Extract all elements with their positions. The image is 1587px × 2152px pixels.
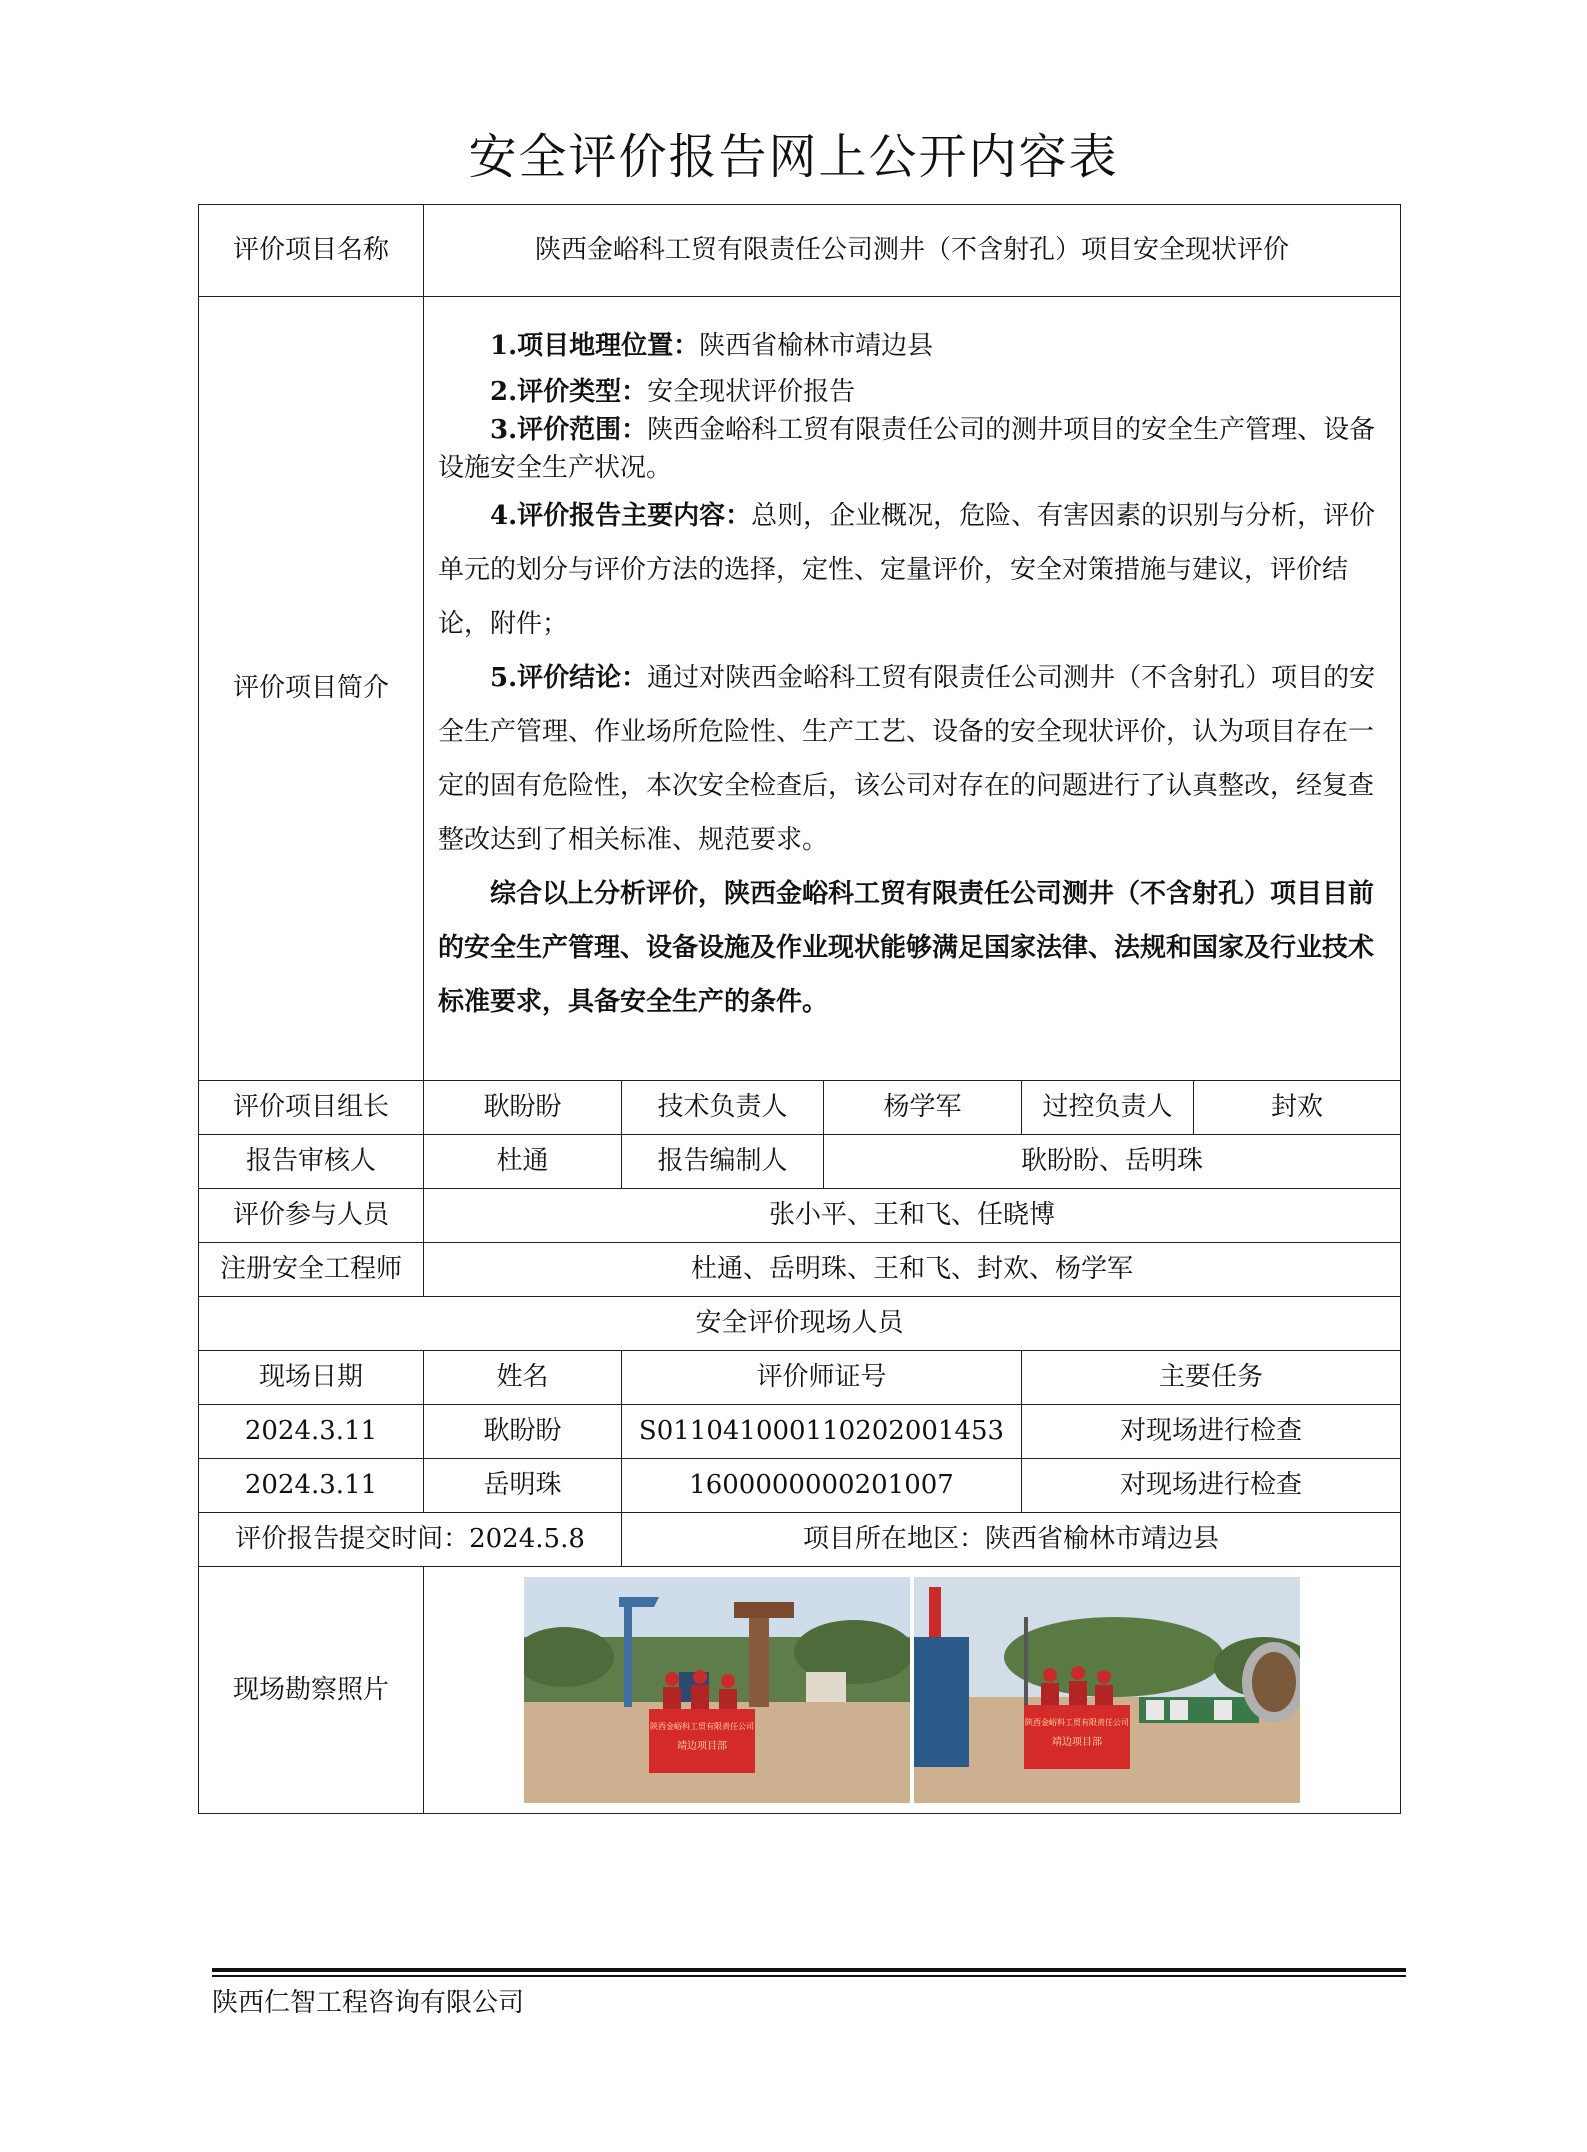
editor-label: 报告编制人 bbox=[622, 1135, 824, 1189]
project-region: 项目所在地区：陕西省榆林市靖边县 bbox=[622, 1513, 1401, 1567]
onsite-header-task: 主要任务 bbox=[1022, 1351, 1401, 1405]
intro-scope: 3.评价范围：陕西金峪科工贸有限责任公司的测井项目的安全生产管理、设备设施安全生产状况。 bbox=[438, 415, 1376, 483]
participants-value: 张小平、王和飞、任晓博 bbox=[424, 1189, 1401, 1243]
disclosure-table bbox=[198, 204, 1401, 1814]
participants-label: 评价参与人员 bbox=[199, 1189, 424, 1243]
intro-type: 2.评价类型：安全现状评价报告 bbox=[490, 377, 856, 407]
onsite-header-date: 现场日期 bbox=[199, 1351, 424, 1405]
onsite-name: 耿盼盼 bbox=[424, 1405, 622, 1459]
footer-company: 陕西仁智工程咨询有限公司 bbox=[212, 1988, 525, 2018]
onsite-cert: S011041000110202001453 bbox=[622, 1405, 1022, 1459]
onsite-date: 2024.3.11 bbox=[199, 1405, 424, 1459]
intro-label: 评价项目简介 bbox=[199, 297, 424, 1081]
control-label: 过控负责人 bbox=[1022, 1081, 1194, 1135]
intro-content-main: 4.评价报告主要内容：总则，企业概况，危险、有害因素的识别与分析，评价单元的划分与评价方法的选择，定性、定量评价，安全对策措施与建议，评价结论，附件； bbox=[438, 501, 1376, 639]
onsite-name: 岳明珠 bbox=[424, 1459, 622, 1513]
table-row bbox=[199, 1405, 1401, 1459]
page-title: 安全评价报告网上公开内容表 bbox=[468, 129, 1119, 185]
table-row bbox=[199, 1459, 1401, 1513]
banner1-line2: 靖边项目部 bbox=[677, 1741, 727, 1752]
leader-label: 评价项目组长 bbox=[199, 1081, 424, 1135]
leader-value: 耿盼盼 bbox=[424, 1081, 622, 1135]
intro-content bbox=[424, 297, 1401, 1081]
reviewer-label: 报告审核人 bbox=[199, 1135, 424, 1189]
project-name-label: 评价项目名称 bbox=[199, 205, 424, 297]
engineers-label: 注册安全工程师 bbox=[199, 1243, 424, 1297]
onsite-cert: 1600000000201007 bbox=[622, 1459, 1022, 1513]
onsite-task: 对现场进行检查 bbox=[1022, 1405, 1401, 1459]
onsite-header-cert: 评价师证号 bbox=[622, 1351, 1022, 1405]
tech-label: 技术负责人 bbox=[622, 1081, 824, 1135]
footer-rule-thin bbox=[212, 1975, 1406, 1977]
engineers-value: 杜通、岳明珠、王和飞、封欢、杨学军 bbox=[424, 1243, 1401, 1297]
site-photo-1 bbox=[524, 1577, 910, 1803]
photos-cell bbox=[424, 1567, 1401, 1814]
onsite-title: 安全评价现场人员 bbox=[199, 1297, 1401, 1351]
tech-value: 杨学军 bbox=[824, 1081, 1022, 1135]
site-photo-2 bbox=[914, 1577, 1300, 1803]
reviewer-value: 杜通 bbox=[424, 1135, 622, 1189]
banner2-line1: 陕西金峪科工贸有限责任公司 bbox=[1025, 1718, 1129, 1727]
project-name-value: 陕西金峪科工贸有限责任公司测井（不含射孔）项目安全现状评价 bbox=[424, 205, 1401, 297]
onsite-header-name: 姓名 bbox=[424, 1351, 622, 1405]
intro-summary: 综合以上分析评价，陕西金峪科工贸有限责任公司测井（不含射孔）项目目前的安全生产管理、设备设施及作业现状能够满足国家法律、法规和国家及行业技术标准要求，具备安全生产的条件。 bbox=[438, 879, 1375, 1017]
photos-label: 现场勘察照片 bbox=[199, 1567, 424, 1814]
onsite-date: 2024.3.11 bbox=[199, 1459, 424, 1513]
intro-location: 1.项目地理位置：陕西省榆林市靖边县 bbox=[490, 331, 934, 361]
banner2-line2: 靖边项目部 bbox=[1052, 1737, 1102, 1748]
footer-rule-thick bbox=[212, 1968, 1406, 1972]
intro-conclusion: 5.评价结论：通过对陕西金峪科工贸有限责任公司测井（不含射孔）项目的安全生产管理、作业场所危险性、生产工艺、设备的安全现状评价，认为项目存在一定的固有危险性，本次安全检查后，该公司对存在的问题进行了认真整改，经复查整改达到了相关标准、规范要求。 bbox=[438, 663, 1376, 855]
onsite-task: 对现场进行检查 bbox=[1022, 1459, 1401, 1513]
submit-time: 评价报告提交时间：2024.5.8 bbox=[199, 1513, 622, 1567]
control-value: 封欢 bbox=[1194, 1081, 1401, 1135]
editor-value: 耿盼盼、岳明珠 bbox=[824, 1135, 1401, 1189]
banner1-line1: 陕西金峪科工贸有限责任公司 bbox=[650, 1722, 754, 1731]
